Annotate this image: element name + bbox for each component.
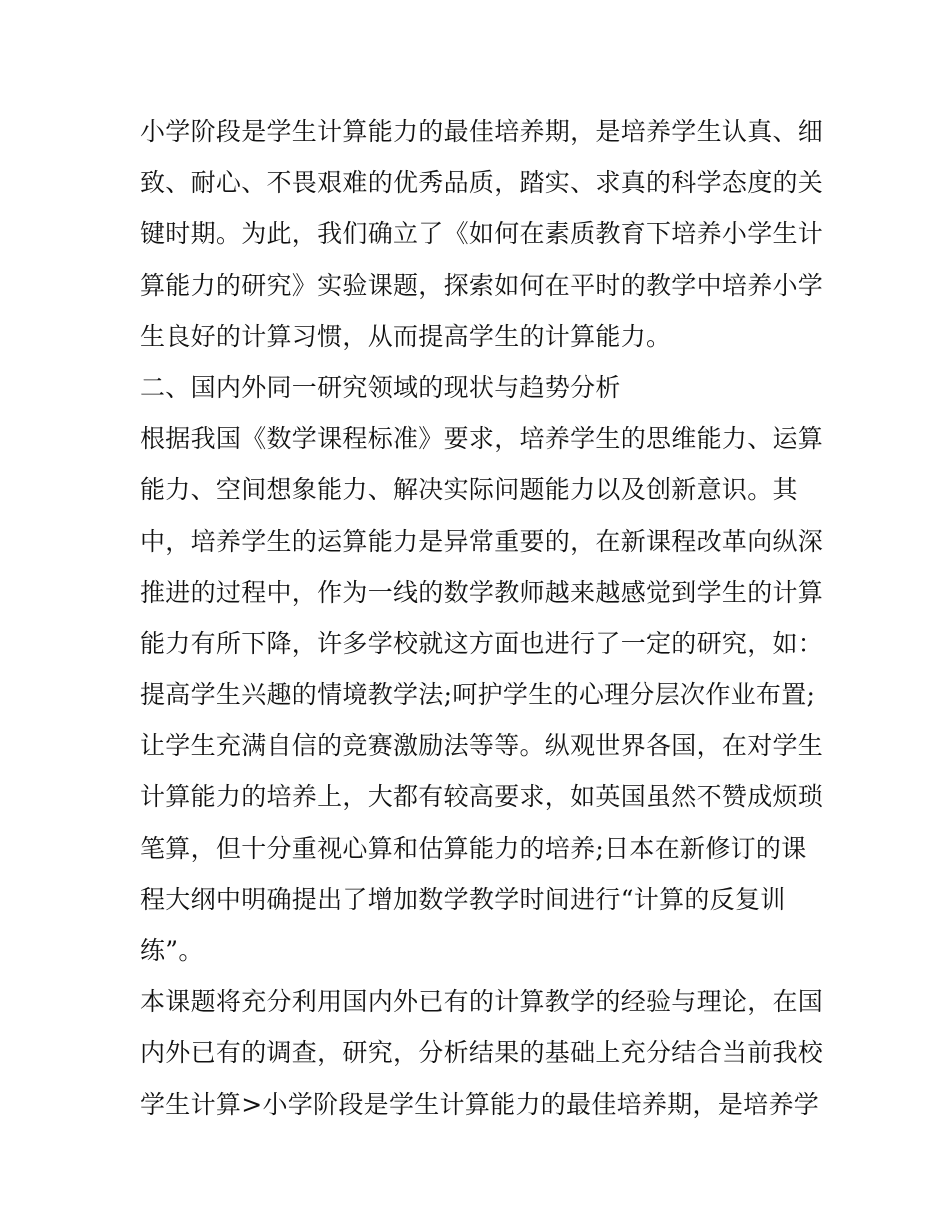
text-line: 键时期。为此，我们确立了《如何在素质教育下培养小学生计 xyxy=(140,219,824,249)
text-line: 练”。 xyxy=(140,936,204,965)
text-line: 生良好的计算习惯，从而提高学生的计算能力。 xyxy=(140,321,672,351)
text-line: 计算能力的培养上，大都有较高要求，如英国虽然不赞成烦琐 xyxy=(140,782,824,812)
text-line: 笔算，但十分重视心算和估算能力的培养;日本在新修订的课 xyxy=(140,833,807,863)
document-page xyxy=(140,106,824,1130)
text-line: 能力、空间想象能力、解决实际问题能力以及创新意识。其 xyxy=(140,475,798,505)
text-line: 让学生充满自信的竞赛激励法等等。纵观世界各国，在对学生 xyxy=(140,731,824,761)
text-line: 能力有所下降，许多学校就这方面也进行了一定的研究，如： xyxy=(140,628,824,658)
text-line: 小学阶段是学生计算能力的最佳培养期，是培养学生认真、细 xyxy=(140,117,824,146)
text-line: 内外已有的调查，研究，分析结果的基础上充分结合当前我校 xyxy=(140,1038,824,1068)
text-line: 中，培养学生的运算能力是异常重要的，在新课程改革向纵深 xyxy=(140,526,824,556)
text-line: 本课题将充分利用国内外已有的计算教学的经验与理论，在国 xyxy=(140,987,824,1017)
text-line: 推进的过程中，作为一线的数学教师越来越感觉到学生的计算 xyxy=(140,577,824,607)
text-line: 致、耐心、不畏艰难的优秀品质，踏实、求真的科学态度的关 xyxy=(140,168,824,198)
text-line: 算能力的研究》实验课题，探索如何在平时的教学中培养小学 xyxy=(140,270,824,300)
section-heading: 二、国内外同一研究领域的现状与趋势分析 xyxy=(140,372,621,402)
text-line: 根据我国《数学课程标准》要求，培养学生的思维能力、运算 xyxy=(140,424,824,454)
text-line: 提高学生兴趣的情境教学法;呵护学生的心理分层次作业布置; xyxy=(140,680,816,710)
text-line: 程大纲中明确提出了增加数学教学时间进行“计算的反复训 xyxy=(140,884,786,914)
text-line: 学生计算>小学阶段是学生计算能力的最佳培养期，是培养学 xyxy=(140,1089,820,1119)
